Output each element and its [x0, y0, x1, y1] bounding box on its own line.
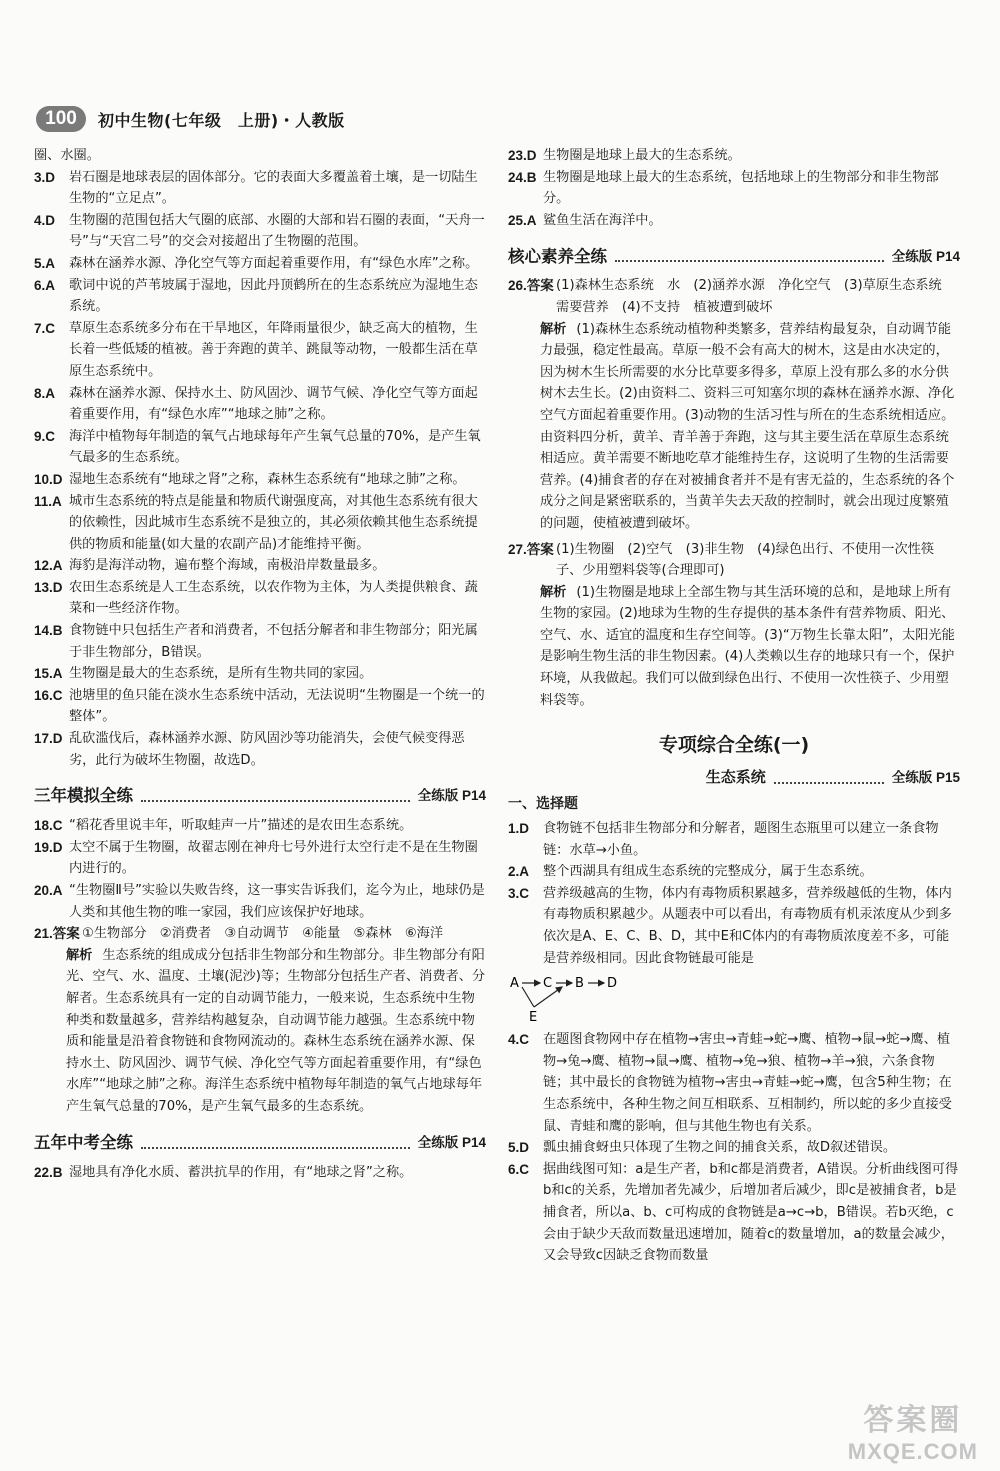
- answer-number: 5.D: [508, 1140, 530, 1156]
- answer-number: 2.A: [508, 864, 530, 880]
- answer-number: 8.A: [34, 385, 56, 401]
- answer-item: [34, 275, 486, 318]
- answer-number: 10.D: [34, 471, 63, 487]
- answer-list: [508, 1029, 960, 1267]
- answer-number: 6.A: [34, 277, 56, 293]
- answer-text: 农田生态系统是人工生态系统，以农作物为主体，为人类提供粮食、蔬菜和一些经济作物。: [69, 579, 478, 617]
- dotted-leader: [141, 790, 410, 802]
- analysis-label: 解析: [540, 321, 567, 337]
- answer-number: 11.A: [34, 493, 62, 509]
- watermark-url: MXQE.COM: [847, 1439, 978, 1464]
- answer-number: 18.C: [34, 818, 63, 834]
- answer-text: 营养级越高的生物，体内有毒物质积累越多，营养级越低的生物，体内有毒物质积累越少。从题表中可以看出，有毒物质有机汞浓度从少到多依次是A、E、C、B、D，其中E和C体内的有毒物质浓度差不多，可能是营养级相同。因此食物链最可能是: [543, 885, 952, 966]
- chain-node-d: D: [607, 976, 618, 992]
- answer-item: [34, 577, 486, 620]
- analysis: [540, 319, 960, 535]
- answer-text: 食物链不包括非生物部分和分解者，题图生态瓶里可以建立一条食物链：水草→小鱼。: [543, 821, 939, 858]
- answer-item: [508, 145, 960, 167]
- page-number: 100: [36, 106, 86, 132]
- topic-title: 生态系统: [705, 767, 766, 786]
- answer-number: 3.D: [34, 169, 56, 185]
- dotted-leader: [141, 1137, 410, 1149]
- watermark: [848, 1395, 978, 1465]
- answer-item: [34, 426, 486, 469]
- section-header-three-year: [34, 785, 486, 807]
- answer-text: 海豹是海洋动物，遍布整个海域，南极沿岸数量最多。: [69, 558, 386, 574]
- answer-number: 5.A: [34, 255, 56, 271]
- answer-number: 21.答案: [34, 926, 80, 942]
- answer-text: 鲨鱼生活在海洋中。: [543, 212, 662, 228]
- topic-ref: 全练版 P15: [891, 769, 960, 785]
- answer-item-21: [34, 923, 486, 1117]
- chain-node-a: A: [510, 976, 519, 992]
- section-header-five-year: [34, 1132, 486, 1154]
- answer-list: [34, 167, 486, 772]
- analysis-text: (1)生物圈是地球上全部生物与其生活环境的总和，是地球上所有生物的家园。(2)地球为生物的生存提供的基本条件有营养物质、阳光、空气、水、适宜的温度和生存空间等。(3)“万物生长靠太阳”，太阳光能是影响生物生活的非生物因素。(4)人类赖以生存的地球只有一个，保护环境，从我做起。我们可以做到绿色出行、不使用一次性筷子、少用塑料袋等。: [540, 584, 955, 708]
- answer-text: 生物圈的范围包括大气圈的底部、水圈的大部和岩石圈的表面，“天舟一号”与“天宫二号”的交会对接超出了生物圈的范围。: [69, 212, 485, 250]
- answer-text: 歌词中说的芦苇坡属于湿地，因此丹顶鹤所在的生态系统应为湿地生态系统。: [69, 277, 478, 315]
- dotted-leader: [615, 250, 884, 262]
- answer-number: 6.C: [508, 1161, 530, 1177]
- answer-item: [34, 491, 486, 556]
- answer-number: 14.B: [34, 623, 63, 639]
- answer-item: [508, 210, 960, 232]
- section-title: 五年中考全练: [34, 1132, 133, 1152]
- answer-text: 生物圈是最大的生态系统，是所有生物共同的家园。: [69, 666, 373, 682]
- answer-number: 19.D: [34, 839, 63, 855]
- answer-number: 9.C: [34, 428, 56, 444]
- answer-item-26: [508, 275, 960, 534]
- answer-number: 27.答案: [508, 541, 554, 557]
- answer-number: 23.D: [508, 148, 537, 163]
- answer-text: 湿地具有净化水质、蓄洪抗旱的作用，有“地球之肾”之称。: [69, 1164, 413, 1180]
- watermark-logo: 答案圈: [863, 1403, 963, 1438]
- answer-text: 食物链中只包括生产者和消费者，不包括分解者和非生物部分；阳光属于非生物部分，B错误。: [69, 623, 478, 660]
- special-practice-title: 专项综合全练(一): [658, 734, 810, 757]
- section-title: 三年模拟全练: [34, 786, 133, 806]
- answer-text: 岩石圈是地球表层的固体部分。它的表面大多覆盖着土壤，是一切陆生生物的“立足点”。: [69, 169, 478, 207]
- answer-list: [508, 818, 960, 969]
- answer-item: [34, 663, 486, 685]
- answer-number: 1.D: [508, 821, 530, 837]
- topic-header: [508, 767, 960, 789]
- answer-text: (1)生物圈 (2)空气 (3)非生物 (4)绿色出行、不使用一次性筷子、少用塑料袋等(合理即可): [556, 541, 935, 579]
- answer-text: 池塘里的鱼只能在淡水生态系统中活动，无法说明“生物圈是一个统一的整体”。: [69, 687, 485, 725]
- answer-text: 湿地生态系统有“地球之肾”之称，森林生态系统有“地球之肺”之称。: [69, 471, 466, 487]
- answer-item-22: [34, 1162, 486, 1184]
- answer-item: [508, 167, 960, 210]
- analysis-label: 解析: [66, 947, 93, 963]
- answer-text: “生物圈Ⅱ号”实验以失败告终，这一事实告诉我们，迄今为止，地球仍是人类和其他生物的唯一家园，我们应该保护好地球。: [69, 883, 485, 920]
- answer-number: 17.D: [34, 731, 63, 747]
- answer-text: 草原生态系统多分布在干旱地区，年降雨量很少，缺乏高大的植物，生长着一些低矮的植被。善于奔跑的黄羊、跳鼠等动物，一般都生活在草原生态系统中。: [69, 320, 478, 379]
- book-title: 初中生物(七年级 上册)・人教版: [98, 110, 345, 130]
- answer-text: 瓢虫捕食蚜虫只体现了生物之间的捕食关系，故D叙述错误。: [543, 1140, 897, 1156]
- answer-text: 生物圈是地球上最大的生态系统。: [543, 148, 741, 163]
- chain-node-b: B: [575, 976, 584, 992]
- answer-number: 4.C: [508, 1032, 530, 1048]
- analysis-label: 解析: [540, 584, 567, 600]
- answer-text: 太空不属于生物圈，故翟志刚在神舟七号外进行太空行走不是在生物圈内进行的。: [69, 839, 478, 877]
- answer-item-27: [508, 539, 960, 712]
- answer-text: 生物圈是地球上最大的生态系统，包括地球上的生物部分和非生物部分。: [543, 169, 939, 207]
- answer-item: [508, 1159, 960, 1267]
- answer-text: 森林在涵养水源、净化空气等方面起着重要作用，有“绿色水库”之称。: [69, 255, 479, 271]
- page-header: [36, 104, 345, 134]
- answer-list: [34, 815, 486, 923]
- answer-item: [508, 1137, 960, 1159]
- answer-number: 13.D: [34, 579, 63, 595]
- section-header-core: [508, 245, 960, 267]
- answer-number: 20.A: [34, 883, 63, 898]
- answer-item: [34, 210, 486, 253]
- section-title: 核心素养全练: [508, 246, 607, 266]
- section-ref: 全练版 P14: [417, 1134, 486, 1150]
- question-type-heading: 一、选择题: [508, 796, 578, 813]
- answer-text: 乱砍滥伐后，森林涵养水源、防风固沙等功能消失，会使气候变得恶劣，此行为破坏生物圈，故选D。: [69, 731, 465, 768]
- answer-number: 22.B: [34, 1164, 63, 1180]
- answer-item: [34, 620, 486, 663]
- answer-item: [508, 818, 960, 861]
- answer-text: 海洋中植物每年制造的氧气占地球每年产生氧气总量的70%，是产生氧气最多的生态系统。: [69, 428, 481, 466]
- answer-number: 24.B: [508, 169, 537, 185]
- answer-item: [34, 318, 486, 383]
- analysis: [540, 582, 960, 712]
- answer-text: (1)森林生态系统 水 (2)涵养水源 净化空气 (3)草原生态系统 需要营养 (4)不支持 植被遭到破坏: [556, 278, 955, 315]
- analysis-text: 生态系统的组成成分包括非生物部分和生物部分。非生物部分有阳光、空气、水、温度、土壤(泥沙)等；生物部分包括生产者、消费者、分解者。生态系统具有一定的自动调节能力，一般来说，生态系统中生物种类和数量越多，营养结构越复杂，自动调节能力越强。生态系统中物质和能量是沿着食物链和食物网流动的。森林生态系统在涵养水源、保持水土、防风固沙、调节气候、净化空气等方面起着重要作用，有“绿色水库”“地球之肺”之称。海洋生态系统中植物每年制造的氧气占地球每年产生氧气总量的70%，是产生氧气最多的生态系统。: [66, 947, 486, 1114]
- section-ref: 全练版 P14: [891, 248, 960, 264]
- answer-item: [508, 883, 960, 969]
- chain-node-e: E: [529, 1010, 538, 1026]
- answer-number: 3.C: [508, 885, 530, 901]
- section-ref: 全练版 P14: [417, 788, 486, 804]
- answer-item: [34, 880, 486, 923]
- answer-number: 7.C: [34, 320, 56, 336]
- answer-text: 森林在涵养水源、保持水土、防风固沙、调节气候、净化空气等方面起着重要作用，有“绿色水库”“地球之肺”之称。: [69, 385, 478, 423]
- answer-number: 4.D: [34, 212, 56, 228]
- answer-text: 整个西湖具有组成生态系统的完整成分，属于生态系统。: [543, 864, 873, 880]
- answer-number: 25.A: [508, 212, 537, 228]
- intro-line: 圈、水圈。: [34, 148, 100, 163]
- answer-item: [34, 383, 486, 426]
- answer-text: 在题图食物网中存在植物→害虫→青蛙→蛇→鹰、植物→鼠→蛇→鹰、植物→兔→鹰、植物→鼠→鹰、植物→兔→狼、植物→羊→狼，六条食物链；其中最长的食物链为植物→害虫→青蛙→蛇→鹰，包含5种生物；在生态系统中，各种生物之间互相联系、互相制约，所以蛇的多少直接受鼠、青蛙和鹰的影响，但与其他生物也有关系。: [543, 1032, 952, 1134]
- answer-text: “稻花香里说丰年，听取蛙声一片”描述的是农田生态系统。: [69, 818, 413, 834]
- chain-node-c: C: [543, 976, 553, 992]
- answer-number: 26.答案: [508, 278, 554, 294]
- answer-item: [34, 555, 486, 577]
- analysis-text: (1)森林生态系统动植物种类繁多，营养结构最复杂，自动调节能力最强，稳定性最高。草原一般不会有高大的树木，这是由水决定的，因为树木生长所需要的水分比草要多得多，草原上没有那么多的水分供树木去生长。(2)由资料二、资料三可知塞尔坝的森林在涵养水源、净化空气方面起着重要作用。(3)动物的生活习性与所在的生态系统相适应。由资料四分析，黄羊、青羊善于奔跑，这与其主要生活在草原生态系统相适应。黄羊需要不断地吃草才能维持生存，这说明了生物的生活需要营养。(4)捕食者的存在对被捕食者并不是有害无益的，生态系统的各个成分之间是紧密联系的，当黄羊失去天敌的控制时，就会出现过度繁殖的问题，使植被遭到破坏。: [540, 321, 955, 531]
- answer-item: [34, 728, 486, 771]
- answer-number: 12.A: [34, 558, 63, 574]
- left-column: [34, 145, 486, 1183]
- answer-number: 16.C: [34, 687, 63, 703]
- answer-list: [508, 145, 960, 231]
- food-chain-diagram: [508, 971, 648, 1025]
- answer-item: [34, 685, 486, 728]
- answer-text: ①生物部分 ②消费者 ③自动调节 ④能量 ⑤森林 ⑥海洋: [82, 926, 444, 942]
- answer-item: [34, 253, 486, 275]
- answer-item: [508, 861, 960, 883]
- right-column: [508, 145, 960, 1267]
- answer-item: [508, 1029, 960, 1137]
- answer-item: [34, 837, 486, 880]
- answer-item: [34, 815, 486, 837]
- answer-text: 城市生态系统的特点是能量和物质代谢强度高，对其他生态系统有很大的依赖性，因此城市生态系统不是独立的，其必须依赖其他生态系统提供的物质和能量(如大量的农副产品)才能维持平衡。: [69, 493, 478, 552]
- answer-text: 据曲线图可知：a是生产者，b和c都是消费者，A错误。分析曲线图可得b和c的关系，先增加者先减少，后增加者后减少，即c是被捕食者，b是捕食者，所以a、b、c可构成的食物链是a→c→b，B错误。若b灭绝，c会由于缺少天敌而数量迅速增加，随着c的数量增加，a的数量会减少，又会导致c因缺乏食物而数量: [543, 1161, 959, 1264]
- answer-item: [34, 167, 486, 210]
- answer-number: 15.A: [34, 666, 63, 682]
- analysis: [66, 945, 486, 1118]
- chain-link: [522, 987, 534, 1007]
- dotted-leader: [774, 772, 884, 784]
- answer-item: [34, 469, 486, 491]
